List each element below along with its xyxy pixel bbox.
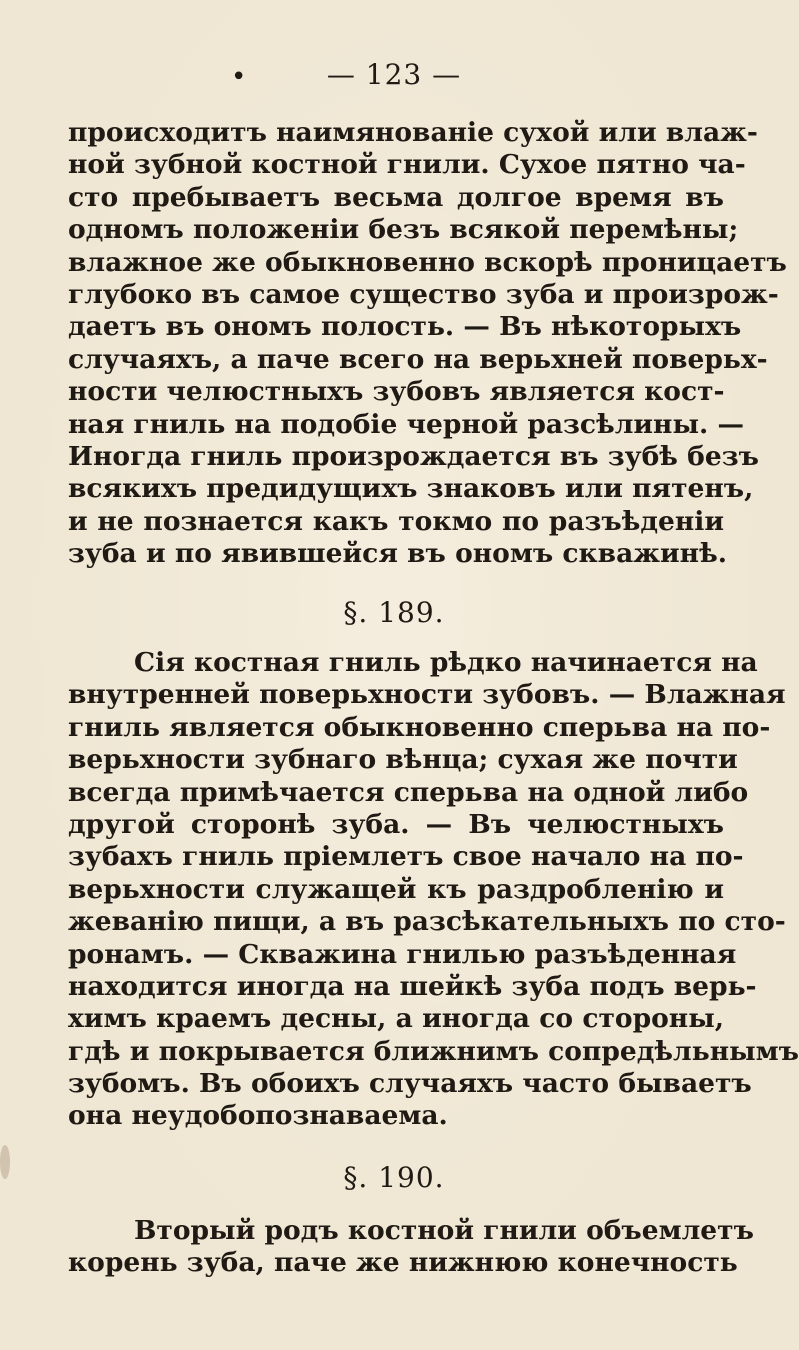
paragraph-189 xyxy=(68,647,799,1133)
text-line: внутренней поверьхности зубовъ. — Влажная xyxy=(68,679,786,711)
text-line: одномъ положеніи безъ всякой перемѣны; xyxy=(68,214,739,246)
text-line: ности челюстныхъ зубовъ является кост- xyxy=(68,376,725,408)
text-line: и не познается какъ токмо по разъѣденіи xyxy=(68,505,724,537)
text-line: Иногда гниль произрождается въ зубѣ безъ xyxy=(68,440,759,472)
header-mark: • xyxy=(231,62,247,92)
text-line: Вторый родъ костной гнили объемлетъ xyxy=(134,1215,754,1246)
text-line: влажное же обыкновенно вскорѣ проницаетъ xyxy=(68,246,787,278)
paragraph-continued xyxy=(68,117,787,570)
text-line: зубомъ. Въ обоихъ случаяхъ часто бываетъ xyxy=(68,1068,752,1100)
text-line: гниль является обыкновенно сперьва на по- xyxy=(68,711,771,743)
text-line: ной зубной костной гнили. Сухое пятно ча- xyxy=(68,149,746,181)
page-number: — 123 — xyxy=(326,58,462,91)
paragraph-190 xyxy=(68,1215,754,1280)
text-line: ронамъ. — Скважина гнилью разъѣденная xyxy=(68,938,737,970)
text-line: гдѣ и покрывается ближнимъ сопредѣльнымъ xyxy=(68,1035,799,1067)
text-line: зубахъ гниль пріемлетъ свое начало на по- xyxy=(68,841,744,873)
text-line: случаяхъ, а паче всего на верьхней поверьх- xyxy=(68,343,768,375)
text-line: химъ краемъ десны, а иногда со стороны, xyxy=(68,1003,724,1035)
text-line: всякихъ предидущихъ знаковъ или пятенъ, xyxy=(68,473,754,505)
text-line: корень зуба, паче же нижнюю конечность xyxy=(68,1247,738,1279)
section-heading-189: §. 189. xyxy=(343,596,445,629)
text-line: верьхности зубнаго вѣнца; сухая же почти xyxy=(68,744,738,776)
text-line: другой сторонѣ зуба. — Въ челюстныхъ xyxy=(68,808,724,840)
paper-stain xyxy=(0,1145,10,1179)
text-line: Сія костная гниль рѣдко начинается на xyxy=(134,647,758,678)
text-line: зуба и по явившейся въ ономъ скважинѣ. xyxy=(68,538,727,570)
text-line: верьхности служащей къ раздробленію и xyxy=(68,873,724,905)
section-heading-190: §. 190. xyxy=(343,1161,445,1194)
text-line: происходитъ наимянованіе сухой или влаж- xyxy=(68,117,758,148)
text-line: находится иногда на шейкѣ зуба подъ верь- xyxy=(68,970,757,1002)
text-line: сто пребываетъ весьма долгое время въ xyxy=(68,181,724,213)
text-line: она неудобопознаваема. xyxy=(68,1100,448,1132)
text-line: всегда примѣчается сперьва на одной либо xyxy=(68,776,749,808)
text-line: жеванію пищи, а въ разсѣкательныхъ по сто- xyxy=(68,906,786,938)
text-line: ная гниль на подобіе черной разсѣлины. — xyxy=(68,408,744,440)
text-line: глубоко въ самое существо зуба и произрож- xyxy=(68,278,779,310)
text-line: даетъ въ ономъ полость. — Въ нѣкоторыхъ xyxy=(68,311,742,343)
